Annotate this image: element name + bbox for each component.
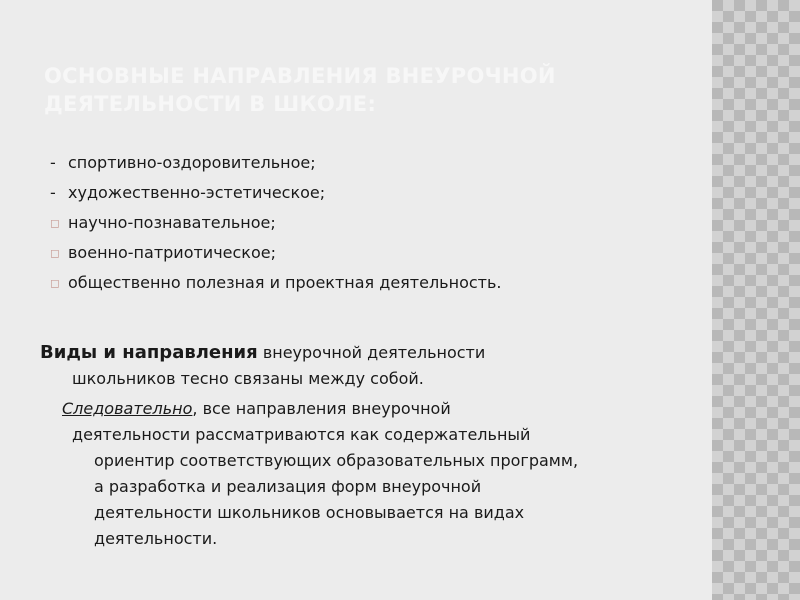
- list-item-text: спортивно-оздоровительное;: [68, 153, 316, 172]
- body-paragraphs: [40, 340, 670, 552]
- paragraph-text: деятельности.: [94, 529, 218, 548]
- emphasis-word: Следовательно: [62, 399, 193, 418]
- paragraph-lead: Виды и направления: [40, 342, 258, 363]
- list-item: [50, 208, 690, 238]
- square-bullet-icon: ◻: [50, 246, 60, 260]
- paragraph-text: деятельности школьников основывается на видах: [94, 503, 525, 522]
- paragraph-2: [40, 396, 670, 552]
- paragraph-text: , все направления внеурочной: [192, 399, 451, 418]
- list-item: [50, 178, 690, 208]
- dash-marker: -: [50, 183, 56, 202]
- square-bullet-icon: ◻: [50, 216, 60, 230]
- paragraph-1: [40, 340, 670, 392]
- paragraph-text: а разработка и реализация форм внеурочной: [94, 477, 482, 496]
- list-item: [50, 238, 690, 268]
- list-item-text: общественно полезная и проектная деятельность.: [68, 273, 502, 292]
- paragraph-text: внеурочной деятельности: [257, 343, 486, 362]
- decorative-pattern-strip: [712, 0, 800, 600]
- directions-list: [50, 148, 690, 298]
- square-bullet-icon: ◻: [50, 276, 60, 290]
- slide-title: ОСНОВНЫЕ НАПРАВЛЕНИЯ ВНЕУРОЧНОЙ ДЕЯТЕЛЬНОСТИ В ШКОЛЕ:: [44, 64, 556, 116]
- paragraph-text: школьников тесно связаны между собой.: [72, 369, 424, 388]
- paragraph-text: деятельности рассматриваются как содержательный: [72, 425, 531, 444]
- list-item-text: военно-патриотическое;: [68, 243, 276, 262]
- list-item: [50, 268, 690, 298]
- dash-marker: -: [50, 153, 56, 172]
- list-item-text: художественно-эстетическое;: [68, 183, 326, 202]
- list-item: [50, 148, 690, 178]
- paragraph-text: ориентир соответствующих образовательных программ,: [94, 451, 579, 470]
- list-item-text: научно-познавательное;: [68, 213, 276, 232]
